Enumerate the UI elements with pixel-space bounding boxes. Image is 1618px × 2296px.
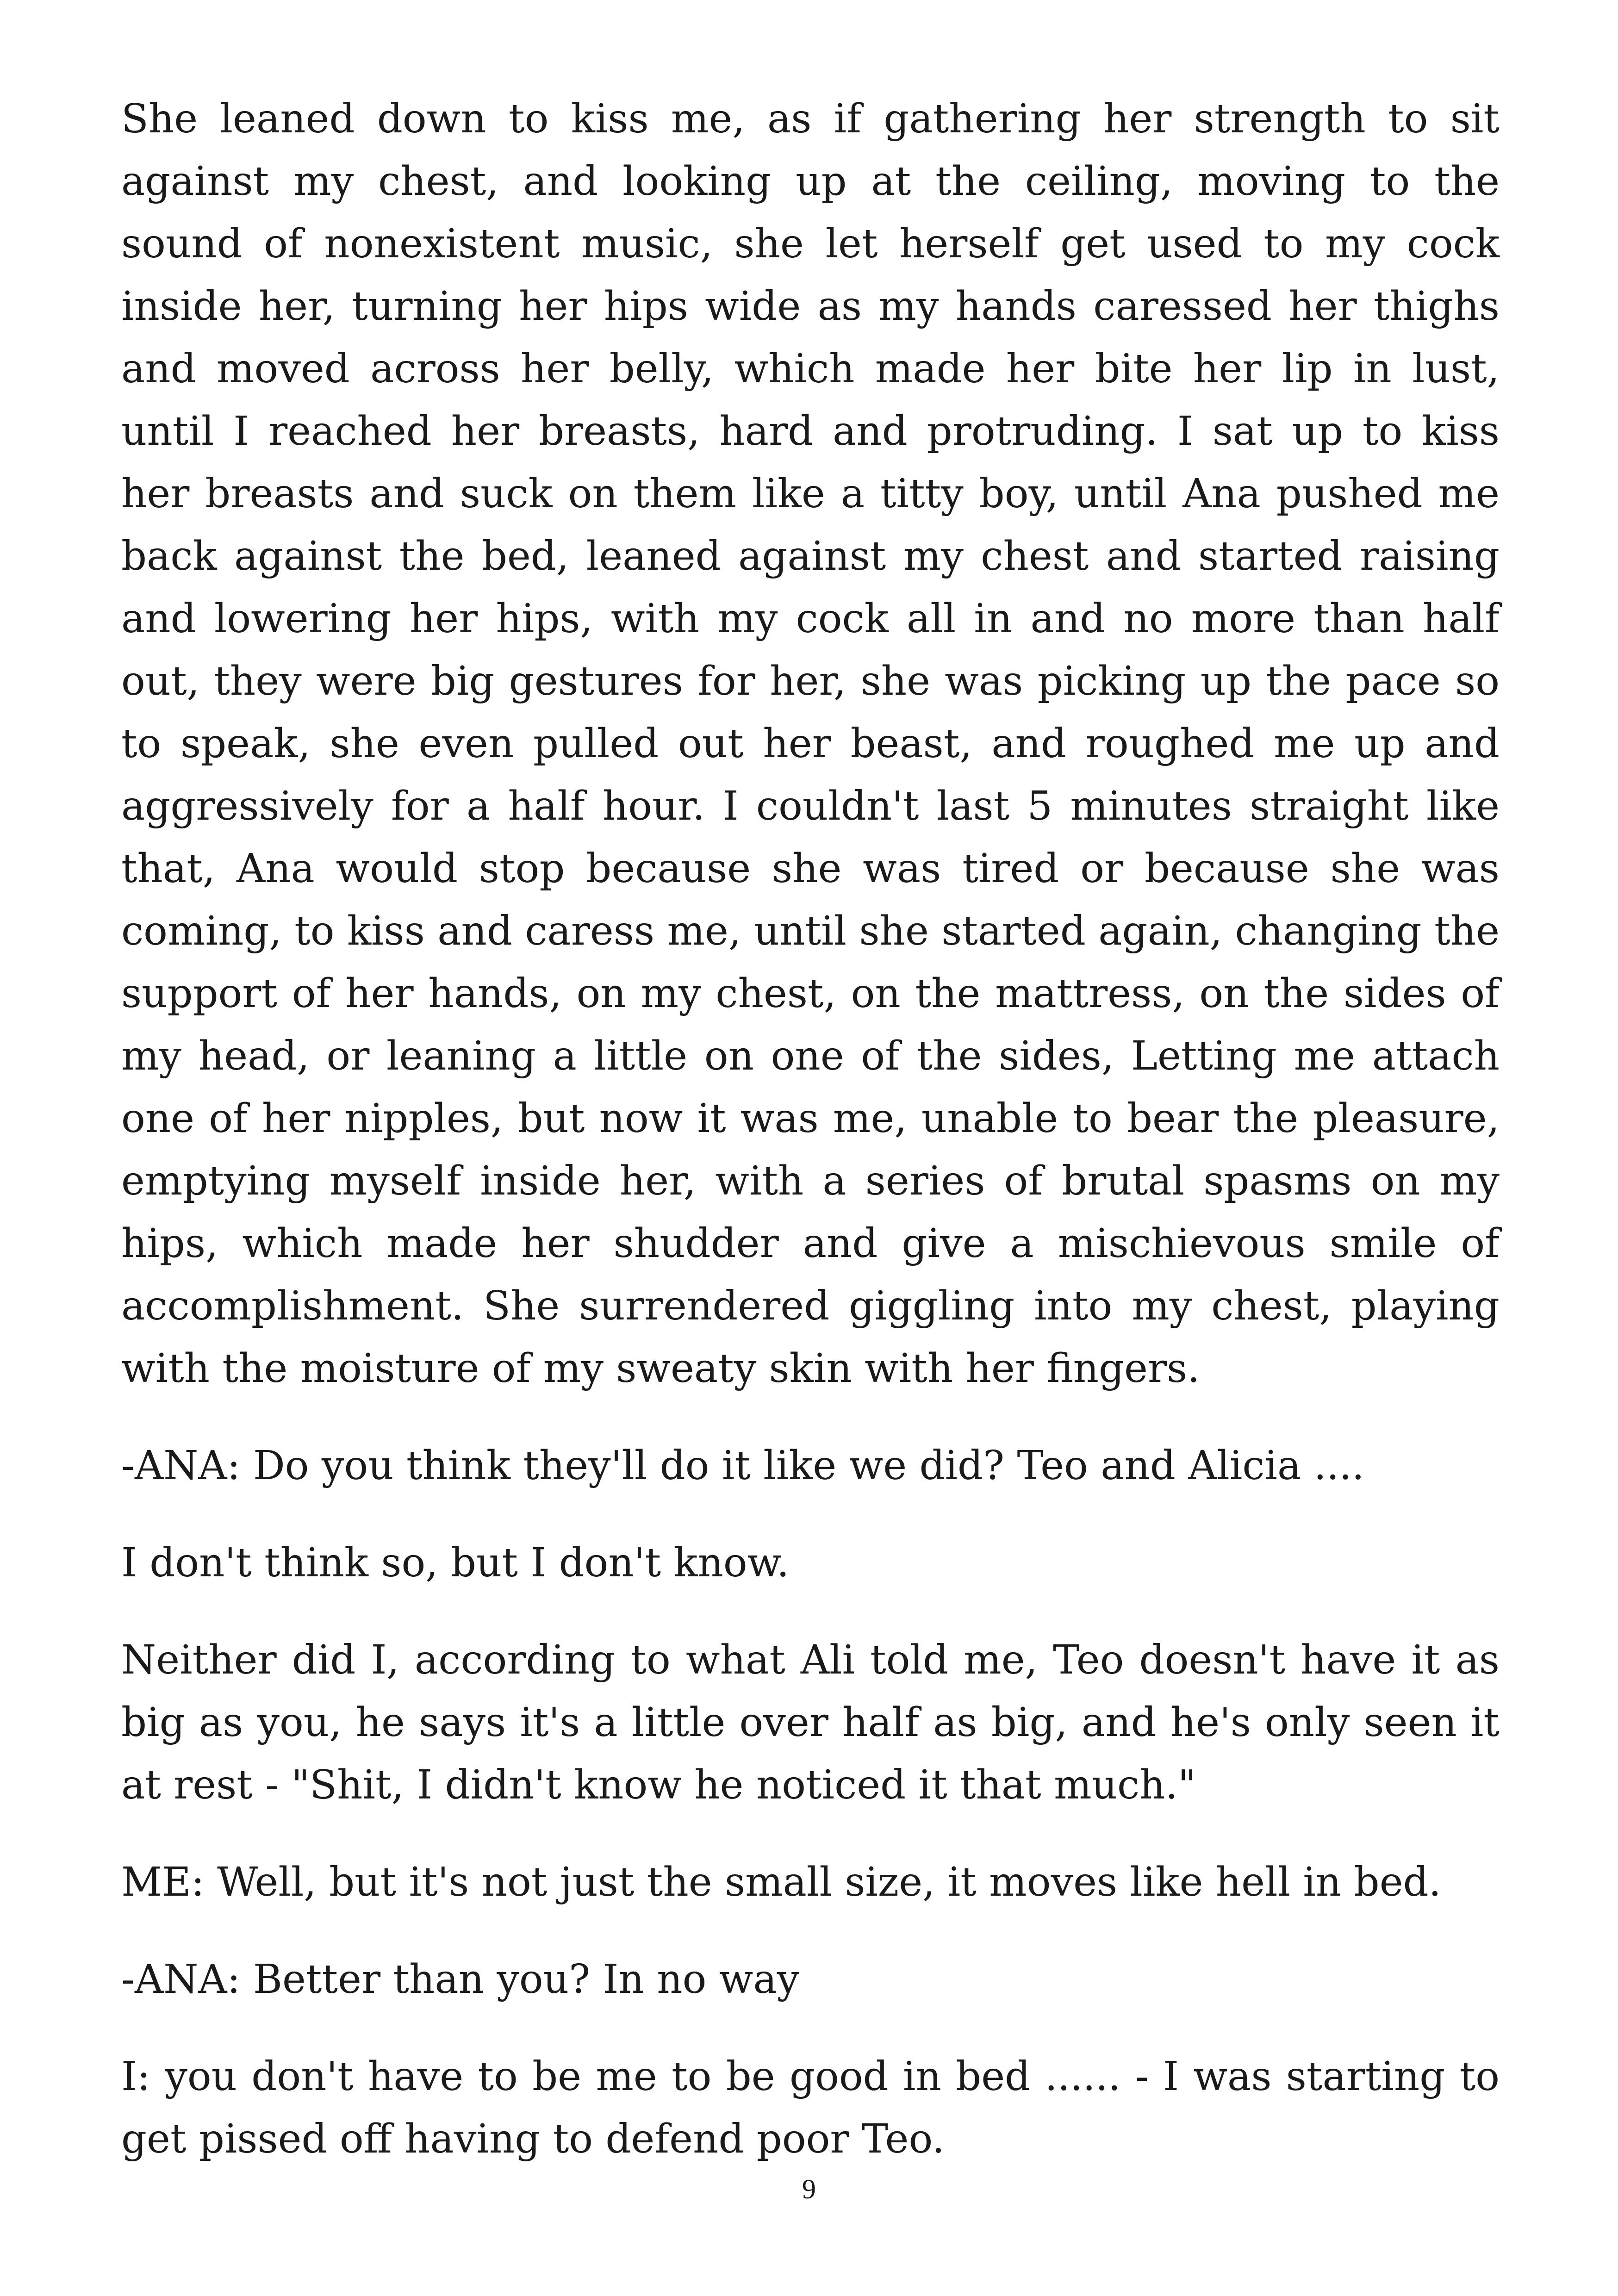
paragraph-7: I: you don't have to be me to be good in bed ...... - I was starting to get pissed off having to defend poor Teo. — [121, 2053, 1500, 2162]
paragraph-6: -ANA: Better than you? In no way — [121, 1956, 800, 2003]
paragraph-3: I don't think so, but I don't know. — [121, 1540, 790, 1586]
page-number: 9 — [802, 2174, 816, 2204]
paragraph-1: She leaned down to kiss me, as if gathering her strength to sit against my chest, and looking up at the ceiling, moving to the sound of nonexistent music, she let herself get used to my cock inside her, turning her hips wide as my hands caressed her thighs and moved across her belly, which made her bite her lip in lust, until I reached her breasts, hard and protruding. I sat up to kiss her breasts and suck on them like a titty boy, until Ana pushed me back against the bed, leaned against my chest and started raising and lowering her hips, with my cock all in and no more than half out, they were big gestures for her, she was picking up the pace so to speak, she even pulled out her beast, and roughed me up and aggressively for a half hour. I couldn't last 5 minutes straight like that, Ana would stop because she was tired or because she was coming, to kiss and caress me, until she started again, changing the support of her hands, on my chest, on the mattress, on the sides of my head, or leaning a little on one of the sides, Letting me attach one of her nipples, but now it was me, unable to bear the pleasure, emptying myself inside her, with a series of brutal spasms on my hips, which made her shudder and give a mischievous smile of accomplishment. She surrendered giggling into my chest, playing with the moisture of my sweaty skin with her fingers. — [121, 96, 1500, 1392]
paragraph-2: -ANA: Do you think they'll do it like we did? Teo and Alicia .... — [121, 1443, 1364, 1489]
paragraph-4: Neither did I, according to what Ali told me, Teo doesn't have it as big as you, he says it's a little over half as big, and he's only seen it at rest - "Shit, I didn't know he noticed it that much." — [121, 1637, 1500, 1808]
document-body — [121, 88, 1500, 2205]
paragraph-5: ME: Well, but it's not just the small size, it moves like hell in bed. — [121, 1859, 1441, 1905]
